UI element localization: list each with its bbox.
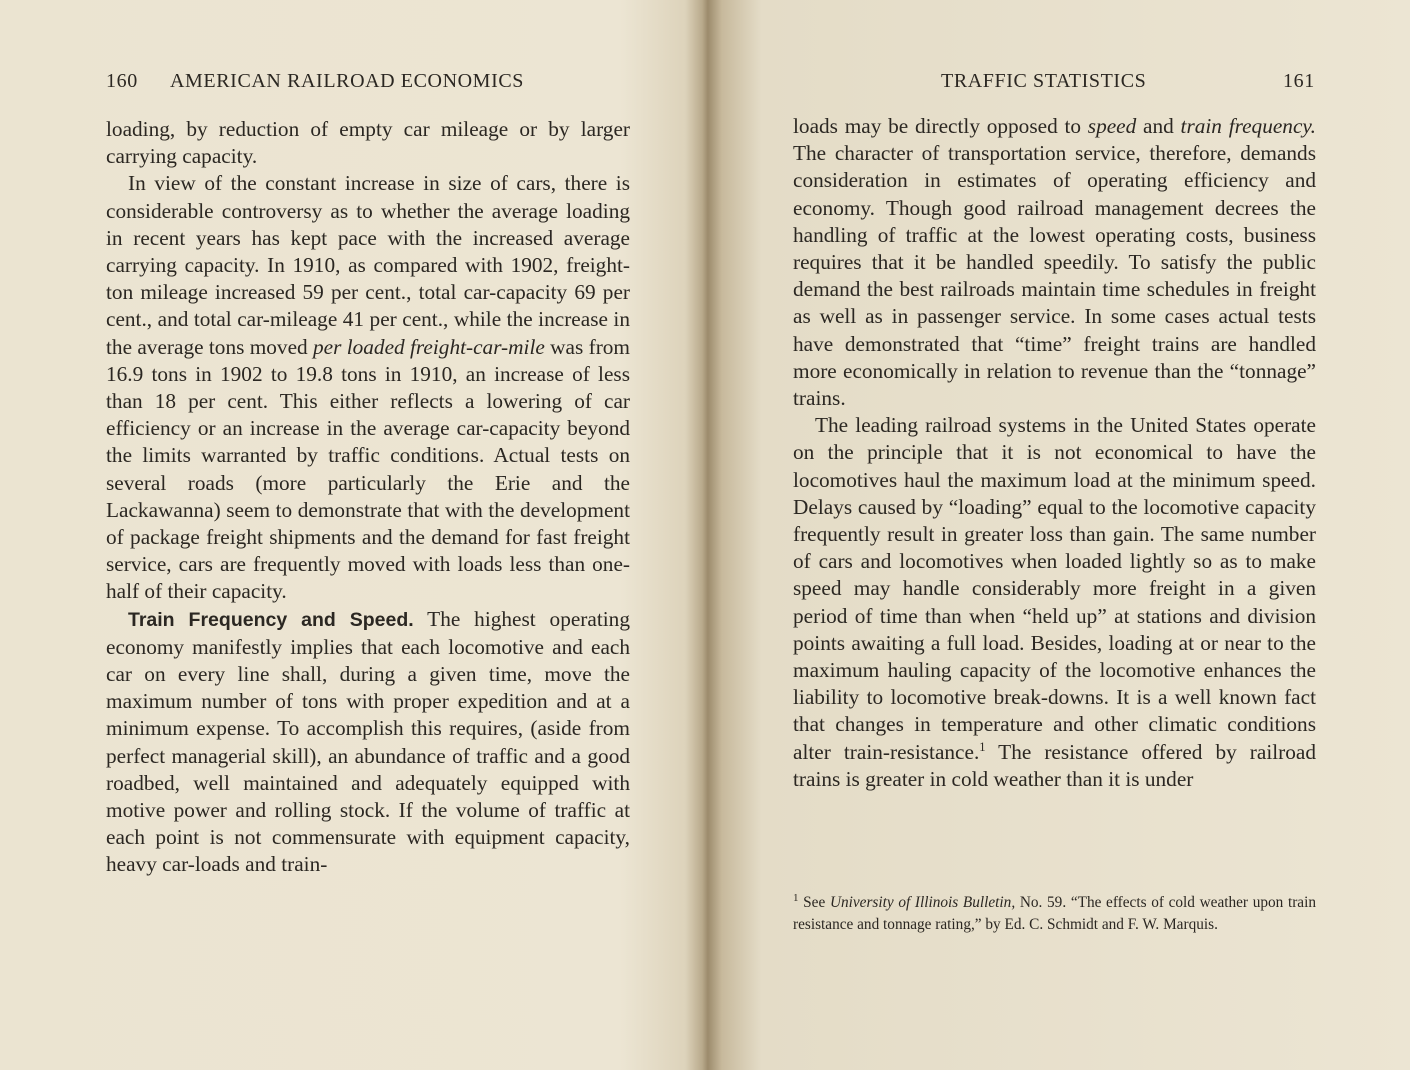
text-run: The resistance offered by railroad trains is greater in cold weather than it is under [793, 739, 1317, 791]
page-number-left: 160 [106, 70, 138, 92]
section-heading: Train Frequency and Speed. [128, 608, 414, 631]
italic-word: speed [1087, 114, 1137, 138]
footnote-mark: 1 [793, 891, 799, 904]
left-page-body [106, 116, 630, 879]
footnote [793, 892, 1316, 936]
text-run: The highest operating economy manifestly implies that each locomotive and each car on every line shall, during a given time, move the maximum number of tons with proper expedition and at a minimum expense. To accomplish this requires, (aside from perfect managerial skill), an abundance of traffic and a good roadbed, well maintained and adequately equipped with motive power and rolling stock. If the volume of traffic at each point is not commensurate with equipment capacity, heavy car-loads and train- [106, 606, 630, 877]
running-head-left: AMERICAN RAILROAD ECONOMICS [170, 70, 524, 92]
paragraph [106, 606, 630, 879]
right-page [705, 0, 1410, 1070]
page-number-right: 161 [1283, 70, 1315, 92]
paragraph: loading, by reduction of empty car mileage or by larger carrying capacity. [106, 117, 630, 169]
italic-phrase: per loaded freight-car-mile [313, 334, 545, 359]
text-run: In view of the constant increase in size of cars, there is considerable controversy as to whether the average loading in recent years has kept pace with the increased average carrying capacity. In 1910, as compared with 1902, freight-ton mileage increased 59 per cent., total car-capacity 69 per cent., and total car-mileage 41 per cent., while the increase in the average tons moved [106, 171, 630, 359]
text-run: The leading railroad systems in the United States operate on the principle that it is not economical to have the locomotives haul the maximum load at the minimum speed. Delays caused by “loading” equal to the locomotive capacity frequently result in greater loss than gain. The same number of cars and locomotives when loaded lightly so as to make speed may handle considerably more freight in a given period of time than when “held up” at stations and division points awaiting a full load. Besides, loading at or near to the maximum hauling capacity of the locomotive enhances the liability to locomotive break-downs. It is a well known fact that changes in temperature and other climatic conditions alter train-resistance. [793, 413, 1316, 764]
italic-citation: University of Illinois Bulletin, [829, 894, 1016, 911]
paragraph [793, 412, 1316, 793]
footnote-reference: 1 [979, 739, 986, 754]
text-run: was from 16.9 tons in 1902 to 19.8 tons in 1910, an increase of less than 18 per cent. This either reflects a lowering of car efficiency or an increase in the average car-capacity beyond the limits warranted by traffic conditions. Actual tests on several roads (more particularly the Erie and the Lackawanna) seem to demonstrate that with the development of package freight shipments and the demand for fast freight service, cars are frequently moved with loads less than one-half of their capacity. [106, 334, 631, 604]
text-run: No. 59. “The effects of cold weather upon train resistance and tonnage rating,” by Ed. C. Schmidt and F. W. Marquis. [793, 894, 1316, 933]
italic-phrase: train frequency. [1180, 114, 1317, 138]
paragraph [793, 113, 1316, 412]
running-head-right: TRAFFIC STATISTICS [941, 70, 1147, 92]
text-run: and [1136, 114, 1181, 138]
text-run: See [798, 894, 830, 911]
paragraph [106, 170, 630, 605]
right-page-body [793, 113, 1316, 793]
text-run: loads may be directly opposed to [793, 114, 1088, 138]
text-run: The character of transportation service, therefore, demands consideration in estimates of operating efficiency and economy. Though good railroad management decrees the handling of traffic at the lowest operating costs, business requires that it be handled speedily. To satisfy the public demand the best railroads maintain time schedules in freight as well as in passenger service. In some cases actual tests have demonstrated that “time” freight trains are handled more economically in relation to revenue than the “tonnage” trains. [793, 141, 1316, 411]
